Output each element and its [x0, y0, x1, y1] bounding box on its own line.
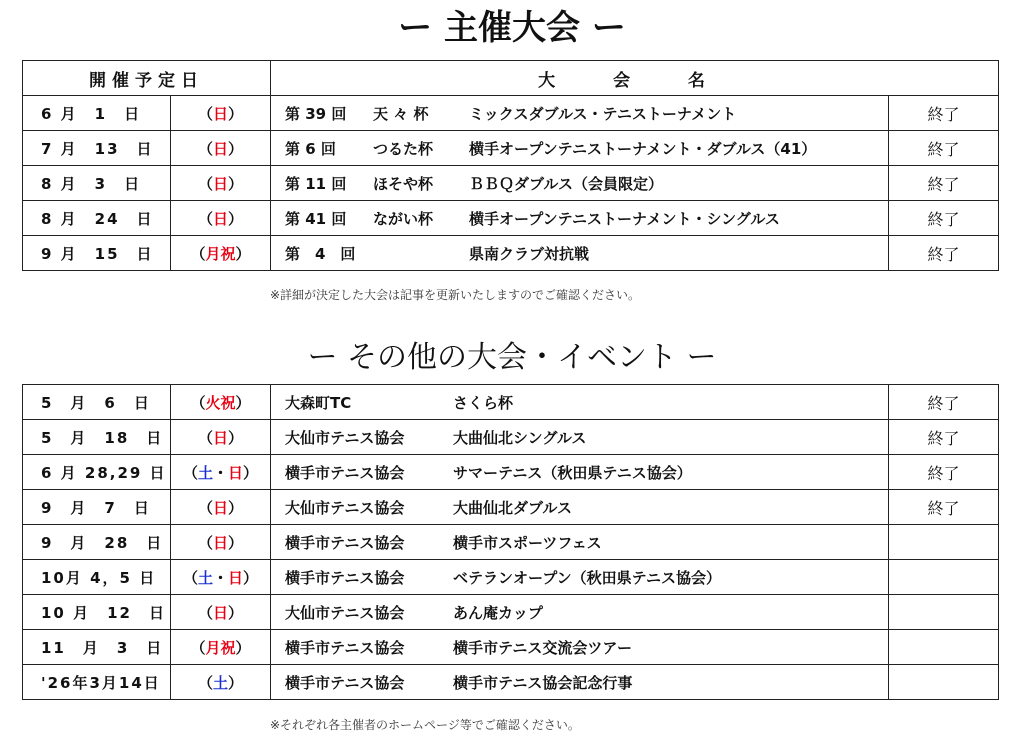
other-events-table — [22, 384, 999, 700]
paren-close: ） — [235, 393, 251, 412]
event-name — [271, 166, 889, 201]
paren-close: ） — [228, 603, 244, 622]
weekday-label: 土 — [197, 463, 213, 482]
event-name — [271, 490, 889, 525]
paren-close: ） — [228, 673, 244, 692]
event-edition: 第 6 回 — [285, 139, 336, 158]
table-row — [23, 385, 999, 420]
event-cup: ほそや杯 — [373, 174, 434, 193]
event-weekday — [171, 420, 271, 455]
event-edition: 第 39 回 — [285, 104, 347, 123]
table-row — [23, 96, 999, 131]
paren-close: ） — [228, 533, 244, 552]
event-name — [271, 665, 889, 700]
paren-open: （ — [197, 533, 213, 552]
weekday-separator: ・ — [212, 463, 228, 482]
event-date: 9 月 28 日 — [23, 525, 171, 560]
event-organizer: 横手市テニス協会 — [285, 673, 405, 692]
weekday-separator: ・ — [212, 568, 228, 587]
paren-open: （ — [197, 428, 213, 447]
event-status — [889, 665, 999, 700]
event-weekday — [171, 560, 271, 595]
event-weekday — [171, 166, 271, 201]
event-name — [271, 455, 889, 490]
event-name — [271, 236, 889, 271]
event-organizer: 大仙市テニス協会 — [285, 498, 405, 517]
paren-close: ） — [228, 104, 244, 123]
table-row — [23, 166, 999, 201]
event-organizer: 大森町TC — [285, 393, 352, 412]
event-name — [271, 630, 889, 665]
paren-open: （ — [197, 174, 213, 193]
weekday-label: 日 — [212, 104, 228, 123]
event-weekday — [171, 96, 271, 131]
event-date: 9 月 15 日 — [23, 236, 171, 271]
event-cup: 天 々 杯 — [373, 104, 429, 123]
event-name — [271, 385, 889, 420]
event-name — [271, 595, 889, 630]
event-organizer: 横手市テニス協会 — [285, 568, 405, 587]
event-name — [271, 96, 889, 131]
event-status: 終了 — [889, 236, 999, 271]
table-row — [23, 131, 999, 166]
event-date: 7 月 13 日 — [23, 131, 171, 166]
event-title: ＢＢＱダブルス（会員限定） — [469, 174, 663, 193]
event-status — [889, 630, 999, 665]
weekday-label: 月祝 — [205, 244, 236, 263]
paren-close: ） — [235, 244, 251, 263]
table-row — [23, 525, 999, 560]
table-row — [23, 595, 999, 630]
event-date: 6 月 1 日 — [23, 96, 171, 131]
event-title: ミックスダブルス・テニストーナメント — [469, 104, 737, 123]
event-title: 県南クラブ対抗戦 — [469, 244, 590, 263]
paren-open: （ — [182, 463, 198, 482]
table-row — [23, 490, 999, 525]
event-date: 10月 4，5 日 — [23, 560, 171, 595]
paren-close: ） — [228, 428, 244, 447]
weekday-label: 日 — [212, 209, 228, 228]
table-row — [23, 455, 999, 490]
event-weekday — [171, 630, 271, 665]
weekday-label: 日 — [228, 463, 244, 482]
other-events-title: ー その他の大会・イベント ー — [307, 340, 717, 375]
weekday-label: 日 — [212, 428, 228, 447]
event-title: 横手市テニス協会記念行事 — [453, 673, 633, 692]
event-name — [271, 131, 889, 166]
paren-open: （ — [197, 104, 213, 123]
event-organizer: 横手市テニス協会 — [285, 638, 405, 657]
event-title: あん庵カップ — [453, 603, 543, 622]
paren-open: （ — [197, 139, 213, 158]
event-date: 5 月 6 日 — [23, 385, 171, 420]
event-weekday — [171, 525, 271, 560]
event-status: 終了 — [889, 131, 999, 166]
table-row — [23, 420, 999, 455]
event-date: '26年3月14日 — [23, 665, 171, 700]
event-organizer: 大仙市テニス協会 — [285, 603, 405, 622]
event-status: 終了 — [889, 385, 999, 420]
event-status — [889, 525, 999, 560]
weekday-label: 日 — [212, 174, 228, 193]
weekday-label: 日 — [212, 603, 228, 622]
event-title: 大曲仙北シングルス — [453, 428, 587, 447]
event-name — [271, 560, 889, 595]
paren-open: （ — [182, 568, 198, 587]
event-name — [271, 420, 889, 455]
paren-open: （ — [197, 673, 213, 692]
event-status — [889, 560, 999, 595]
event-weekday — [171, 490, 271, 525]
event-cup: つるた杯 — [373, 139, 434, 158]
event-title: さくら杯 — [453, 393, 514, 412]
event-title: 横手市スポーツフェス — [453, 533, 602, 552]
event-organizer: 大仙市テニス協会 — [285, 428, 405, 447]
event-weekday — [171, 201, 271, 236]
event-date: 8 月 24 日 — [23, 201, 171, 236]
event-date: 10 月 12 日 — [23, 595, 171, 630]
event-edition: 第 11 回 — [285, 174, 347, 193]
table-row — [23, 201, 999, 236]
table-row — [23, 560, 999, 595]
event-edition: 第 41 回 — [285, 209, 347, 228]
paren-open: （ — [190, 244, 206, 263]
weekday-label: 日 — [212, 498, 228, 517]
event-weekday — [171, 595, 271, 630]
event-status: 終了 — [889, 420, 999, 455]
event-status: 終了 — [889, 166, 999, 201]
table-row — [23, 630, 999, 665]
paren-open: （ — [197, 603, 213, 622]
paren-open: （ — [197, 498, 213, 517]
event-weekday — [171, 131, 271, 166]
event-name — [271, 201, 889, 236]
paren-open: （ — [190, 638, 206, 657]
event-edition: 第 4 回 — [285, 244, 356, 263]
weekday-label: 日 — [228, 568, 244, 587]
paren-open: （ — [190, 393, 206, 412]
event-status: 終了 — [889, 455, 999, 490]
paren-close: ） — [243, 463, 259, 482]
paren-close: ） — [228, 139, 244, 158]
weekday-label: 日 — [212, 533, 228, 552]
event-weekday — [171, 385, 271, 420]
weekday-label: 日 — [212, 139, 228, 158]
header-date: 開催予定日 — [23, 61, 271, 96]
event-name — [271, 525, 889, 560]
weekday-label: 火祝 — [205, 393, 236, 412]
table-header-row — [23, 61, 999, 96]
event-status: 終了 — [889, 96, 999, 131]
paren-close: ） — [228, 174, 244, 193]
main-events-note: ※詳細が決定した大会は記事を更新いたしますのでご確認ください。 — [270, 288, 641, 302]
event-status: 終了 — [889, 201, 999, 236]
event-status — [889, 595, 999, 630]
event-title: 大曲仙北ダブルス — [453, 498, 572, 517]
main-events-table — [22, 60, 999, 271]
event-weekday — [171, 665, 271, 700]
event-organizer: 横手市テニス協会 — [285, 533, 405, 552]
weekday-label: 土 — [197, 568, 213, 587]
header-event-name: 大 会 名 — [271, 61, 999, 96]
paren-close: ） — [243, 568, 259, 587]
event-organizer: 横手市テニス協会 — [285, 463, 405, 482]
table-row — [23, 665, 999, 700]
weekday-label: 土 — [212, 673, 228, 692]
event-title: 横手市テニス交流会ツアー — [453, 638, 632, 657]
event-cup: ながい杯 — [373, 209, 434, 228]
event-title: サマーテニス（秋田県テニス協会） — [453, 463, 692, 482]
paren-close: ） — [228, 498, 244, 517]
event-title: 横手オープンテニストーナメント・ダブルス（41） — [469, 139, 817, 158]
weekday-label: 月祝 — [205, 638, 236, 657]
other-events-note: ※それぞれ各主催者のホームページ等でご確認ください。 — [270, 718, 580, 732]
event-date: 8 月 3 日 — [23, 166, 171, 201]
table-row — [23, 236, 999, 271]
paren-open: （ — [197, 209, 213, 228]
event-title: ベテランオープン（秋田県テニス協会） — [453, 568, 722, 587]
event-date: 11 月 3 日 — [23, 630, 171, 665]
paren-close: ） — [228, 209, 244, 228]
event-date: 5 月 18 日 — [23, 420, 171, 455]
event-title: 横手オープンテニストーナメント・シングルス — [469, 209, 780, 228]
event-date: 9 月 7 日 — [23, 490, 171, 525]
event-status: 終了 — [889, 490, 999, 525]
event-date: 6 月 28,29 日 — [23, 455, 171, 490]
main-events-title: ー 主催大会 ー — [398, 8, 626, 48]
event-weekday — [171, 236, 271, 271]
event-weekday — [171, 455, 271, 490]
paren-close: ） — [235, 638, 251, 657]
